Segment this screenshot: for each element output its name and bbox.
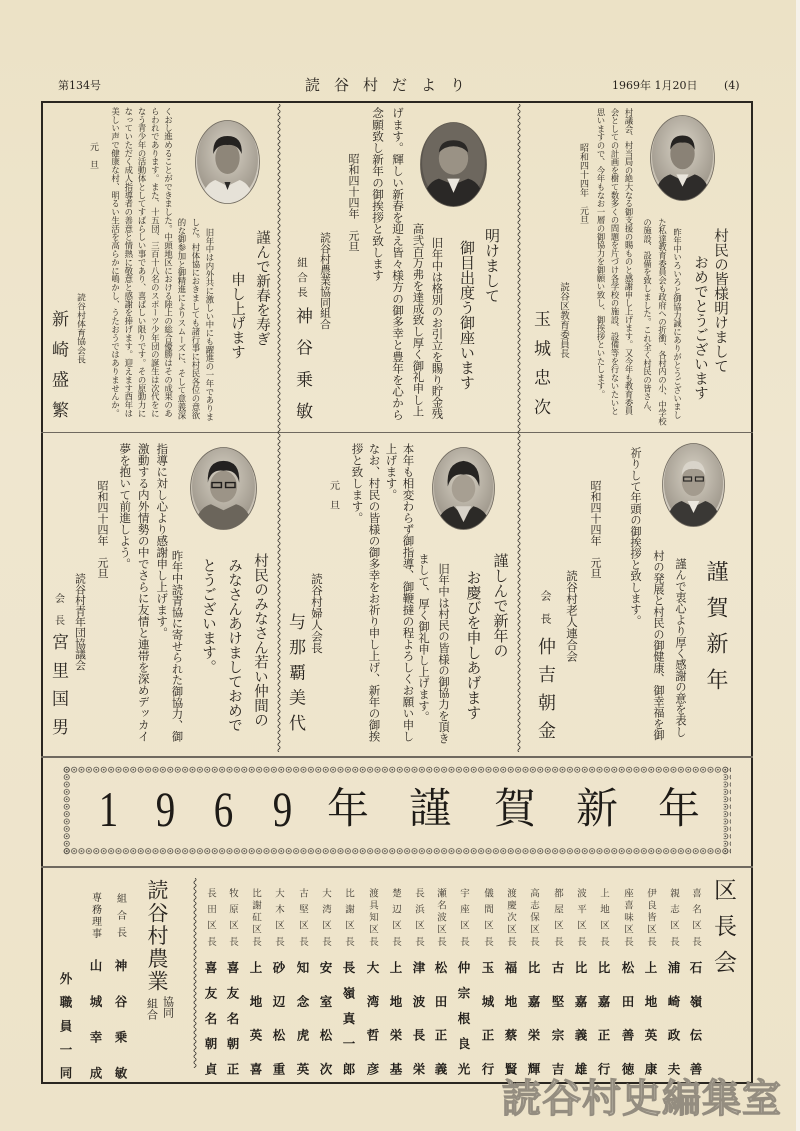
greeting-name: 新崎盛繁 — [48, 310, 68, 418]
body-line: まして、厚く御礼申し上げます。 — [417, 553, 430, 723]
frame-right — [751, 101, 753, 1084]
paper-edge — [796, 0, 800, 1131]
greeting-name: 玉城忠次 — [530, 310, 550, 415]
chief-name: 砂辺松重 — [271, 961, 286, 1075]
chief-name: 上地英喜 — [248, 961, 263, 1075]
banner-digit: 9 — [272, 781, 292, 837]
ward-label: 座喜味区長 — [622, 888, 633, 946]
chief-name: 安室松次 — [318, 961, 333, 1075]
chief-name: 石嶺伝善 — [688, 961, 703, 1075]
frame-left — [41, 101, 43, 1084]
portrait-photo — [650, 115, 715, 201]
ward-label: 渡具知区長 — [367, 888, 378, 946]
ward-label: 瀬名波区長 — [435, 888, 446, 946]
banner-char — [83, 782, 133, 836]
banner-char: 新 — [575, 784, 618, 833]
greeting-body-continued — [368, 107, 408, 420]
body-line: た私達教育委員会も政府への折衝、各村内の小、中学校 — [657, 218, 668, 426]
greeting-body-continued — [349, 443, 417, 742]
ward-chiefs-title: 区長会 — [710, 878, 736, 973]
chief-name: 上地栄基 — [388, 961, 403, 1075]
ward-label: 長田区長 — [205, 888, 216, 946]
ward-label: 牧原区長 — [227, 888, 238, 946]
greeting-date: 昭和四十四年 元旦 — [347, 153, 360, 252]
wavy-divider — [192, 878, 198, 1068]
ward-label: 比謝矼区長 — [250, 888, 261, 946]
banner-char — [257, 782, 307, 836]
banner-digit: 6 — [213, 781, 233, 837]
ward-chief-entry — [455, 888, 471, 1078]
frame-top — [41, 101, 753, 103]
ja-org-suffix: 組合 — [145, 998, 159, 1020]
greeting-date: 昭和四十四年 元旦 — [96, 480, 109, 579]
title-line: お慶びを申しあげます — [464, 570, 483, 720]
ja-org-name: 読谷村農業 — [145, 879, 169, 993]
chief-name: 仲宗根良光 — [456, 961, 471, 1075]
greeting-date: 昭和四十四年 元旦 — [578, 143, 588, 224]
greeting-role: 会長 — [539, 590, 552, 624]
chief-name: 比嘉栄輝 — [526, 961, 541, 1075]
chief-name: 松田善徳 — [620, 961, 635, 1075]
banner-char — [198, 782, 248, 836]
banner-char: 謹 — [408, 784, 451, 833]
body-line: なう青少年の活動体としてすばらしい事であり、喜ばしい限りです。その原動力に — [137, 107, 148, 418]
greeting-body-continued — [108, 107, 174, 417]
body-line: なお、村民の皆様の御多幸をお祈り申し上げ、新年の御挨 — [367, 443, 382, 742]
body-line: した。村体協におきましても諸行事に村民各位の意欲 — [191, 218, 201, 420]
ward-chief-entry — [224, 888, 240, 1078]
body-line: 指導に対し心より感謝申し上げます。 — [155, 443, 170, 639]
banner-char: 年 — [657, 784, 700, 833]
greeting-org: 読谷区教育委員長 — [558, 282, 569, 358]
ward-chief-entry — [317, 888, 333, 1078]
chief-name: 松田正義 — [433, 961, 448, 1075]
wavy-divider — [276, 104, 282, 752]
ward-label: 大木区長 — [273, 888, 284, 946]
wavy-divider — [516, 104, 522, 752]
title-line: おめでとうございます — [692, 255, 708, 400]
page-number: (4) — [724, 79, 740, 92]
greeting-title: 謹賀新年 — [703, 560, 728, 690]
banner-digit: 1 — [98, 781, 118, 837]
body-line: 会としての計画を樹て数多くの問題を片づけ各学校の施設、設備等を行ないたいと — [610, 108, 620, 416]
ward-label: 伊良皆区長 — [645, 888, 656, 946]
ja-officer-role: 組合長 — [114, 893, 126, 937]
ward-label: 儀間区長 — [482, 888, 493, 946]
chief-name: 比嘉義雄 — [573, 961, 588, 1075]
body-line: 拶と致します。 — [350, 443, 365, 524]
ward-label: 波平区長 — [575, 888, 586, 946]
greeting-title — [460, 553, 514, 720]
chief-name: 喜友名朝貞 — [203, 961, 218, 1075]
ward-label: 高志保区長 — [528, 888, 539, 946]
body-line: 謹んで衷心より厚く感謝の意を表し — [674, 558, 687, 738]
title-line: 御目出度う御座います — [458, 240, 476, 390]
issue-date: 1969年 1月20日 — [612, 79, 698, 92]
chief-name: 福地蔡賢 — [503, 961, 518, 1075]
banner-char — [140, 782, 190, 836]
ja-staff: 外職員一同 — [58, 972, 73, 1079]
ward-chief-entry — [364, 888, 380, 1078]
ward-chief-entry — [619, 888, 635, 1078]
portrait-photo — [420, 122, 487, 207]
greeting-name: 与那覇美代 — [285, 613, 305, 731]
ward-chief-entry — [432, 888, 448, 1078]
title-line: 明けまして — [483, 228, 501, 303]
greeting-body — [170, 550, 185, 742]
title-line: 申し上げます — [229, 272, 245, 359]
body-line: らわれであります。また、十五団、三百十八名のスポーツ少年団の誕生は次代をに — [150, 107, 161, 418]
greeting-role: 会長 — [52, 593, 64, 625]
ward-label: 古堅区長 — [297, 888, 308, 946]
body-line: 念願致し新年の御挨拶と致します — [371, 107, 385, 281]
greeting-name: 仲吉朝金 — [535, 637, 556, 739]
portrait-photo — [432, 447, 495, 530]
body-line: くおし進めることができました。中頭地区における陸上の総合優勝はその成果のあ — [163, 107, 174, 418]
greeting-org: 読谷村青年団協議会 — [74, 573, 87, 671]
ward-label: 渡慶次区長 — [505, 888, 516, 946]
greeting-body — [175, 218, 217, 421]
greeting-title — [195, 553, 273, 732]
ward-chief-entry — [595, 888, 611, 1078]
body-line: 村議会、村当局の絶大なる御支援の賜ものと感謝申し上げます。又今年も教育委員 — [624, 108, 634, 416]
greeting-date: 元旦 — [88, 142, 98, 169]
ward-label: 大湾区長 — [320, 888, 331, 946]
ward-chief-entry — [572, 888, 588, 1078]
title-line: 謹しんで新年の — [491, 553, 510, 658]
issue-number: 第134号 — [58, 79, 101, 92]
chief-name: 玉城正行 — [480, 961, 495, 1075]
ward-chief-entry — [687, 888, 703, 1078]
greeting-body — [413, 553, 453, 744]
greeting-org: 読谷村婦人会長 — [310, 573, 324, 654]
ward-chief-entry — [270, 888, 286, 1078]
greeting-body — [409, 223, 447, 419]
body-line: 昨年中読青協に寄せられた御協力、御 — [170, 550, 184, 743]
chief-name: 比嘉正行 — [596, 961, 611, 1075]
body-line: の施設、設備を致しました。これ全く村民の皆さん、 — [642, 218, 653, 418]
chief-name: 喜友名朝正 — [225, 961, 240, 1075]
body-line: 旧年中は格別のお引立を賜り貯金残 — [430, 237, 445, 420]
body-line: 旧年中は内外共に激しい中にも躍進の一年でありま — [205, 228, 215, 421]
body-line: 上げます。 — [384, 443, 399, 501]
chief-name: 古堅宗吉 — [550, 961, 565, 1075]
greeting-body — [647, 550, 691, 740]
chief-name: 津波長栄 — [411, 961, 426, 1075]
ward-chief-entry — [202, 888, 218, 1078]
chief-name: 大湾哲彦 — [365, 961, 380, 1075]
banner-divider-top — [41, 756, 753, 758]
chief-name: 浦崎政夫 — [666, 961, 681, 1075]
ward-chief-entry — [387, 888, 403, 1078]
newspaper-title: 読谷村だより — [305, 76, 480, 94]
ja-officer-role: 専務理事 — [89, 892, 101, 938]
ja-org-suffix: 協同 — [161, 996, 175, 1018]
body-line: 高弐百万弗を達成致し厚く御礼申し上 — [411, 223, 426, 417]
ward-label: 長浜区長 — [413, 888, 424, 946]
title-line: 村民のみなさん若い仲間の — [252, 553, 268, 727]
greeting-name: 宮里国男 — [48, 633, 68, 735]
ward-label: 比謝区長 — [343, 888, 354, 946]
ward-label: 上地区長 — [598, 888, 609, 946]
body-line: 激動する内外情勢の中でさらに友情と連帯を深めデッカイ — [136, 443, 151, 742]
ward-chief-entry — [525, 888, 541, 1078]
greeting-date: 元 旦 — [327, 480, 339, 510]
chief-name: 上地英康 — [643, 961, 658, 1075]
ward-chief-entry — [340, 888, 356, 1078]
ward-chief-entry — [665, 888, 681, 1078]
ward-label: 親志区長 — [668, 888, 679, 946]
greeting-role: 組合長 — [296, 257, 308, 297]
chief-name: 知念虎英 — [295, 961, 310, 1075]
body-line: 本年も相変わらず御指導、御鞭撻の程よろしくお願い申し — [401, 443, 416, 742]
greeting-title — [690, 228, 730, 400]
banner-digit: 9 — [155, 781, 175, 837]
portrait-photo — [195, 120, 260, 204]
ward-chief-entry — [549, 888, 565, 1078]
ward-chief-entry — [410, 888, 426, 1078]
ward-chief-entry — [247, 888, 263, 1078]
body-line: なっていただく成人指導者の善意と情熱に敬意と感謝を捧げます。迎えます酉年は — [123, 107, 134, 418]
banner-char: 年 — [326, 784, 369, 833]
title-line: 謹んで新春を寿ぎ — [254, 230, 270, 346]
greeting-body — [640, 218, 685, 426]
portrait-photo — [662, 443, 725, 527]
body-line: 昨年中いろいろと御協力誠にありがとうございまし — [672, 228, 683, 419]
body-line: 思いますので、今年もなお一層の御協力を御願い致し、御挨拶といたします。 — [596, 108, 606, 399]
greeting-org: 読谷村農業協同組合 — [319, 232, 332, 330]
ward-label: 喜名区長 — [690, 888, 701, 946]
body-line: 祈りして年頭の御挨拶と致します。 — [629, 447, 642, 627]
body-line: 的な御参加と御精進によりスムーズに、そして意義深 — [177, 218, 187, 420]
greeting-title — [454, 228, 504, 390]
ward-chief-entry — [479, 888, 495, 1078]
row-divider — [41, 432, 753, 433]
ward-label: 宇座区長 — [458, 888, 469, 946]
title-line: みなさんあけましておめで — [226, 558, 242, 732]
portrait-photo — [190, 447, 257, 530]
chief-name: 長嶺真一郎 — [341, 961, 356, 1075]
banner-char: 賀 — [493, 784, 536, 833]
greeting-date: 昭和四十四年 元旦 — [589, 480, 602, 579]
body-line: 夢を抱いて前進しよう。 — [118, 443, 133, 570]
greeting-body-continued — [624, 447, 646, 626]
body-line: げます。輝しい新春を迎え皆々様方の御多幸と豊年を心から — [391, 107, 405, 421]
greeting-body-continued — [116, 443, 172, 742]
greeting-name: 神谷乗敏 — [292, 307, 312, 419]
ward-chief-entry — [294, 888, 310, 1078]
greeting-org: 読谷村体育協会長 — [75, 293, 85, 364]
ward-label: 楚辺区長 — [390, 888, 401, 946]
title-line: とうございます。 — [200, 558, 216, 674]
greeting-org: 読谷村老人連合会 — [565, 570, 579, 662]
greeting-title — [224, 230, 274, 359]
greeting-body-continued — [594, 108, 636, 415]
ward-chief-entry — [502, 888, 518, 1078]
ward-label: 都屋区長 — [552, 888, 563, 946]
banner-divider-bottom — [41, 866, 753, 868]
archive-watermark: 読谷村史編集室 — [502, 1077, 783, 1122]
title-line: 村民の皆様明けまして — [712, 228, 728, 373]
body-line: 村の発展と村民の御健康、御幸福を御 — [652, 550, 665, 741]
body-line: 旧年中は村民の皆様の御協力を頂き — [437, 563, 450, 744]
ja-officer-name: 山城幸成 — [88, 959, 103, 1079]
body-line: 美しい声で健康な村、明るい生活を高らかに鳴かし、うたおうではありませんか。 — [110, 107, 121, 418]
ja-officer-name: 神谷乗敏 — [113, 959, 128, 1079]
ward-chief-entry — [642, 888, 658, 1078]
